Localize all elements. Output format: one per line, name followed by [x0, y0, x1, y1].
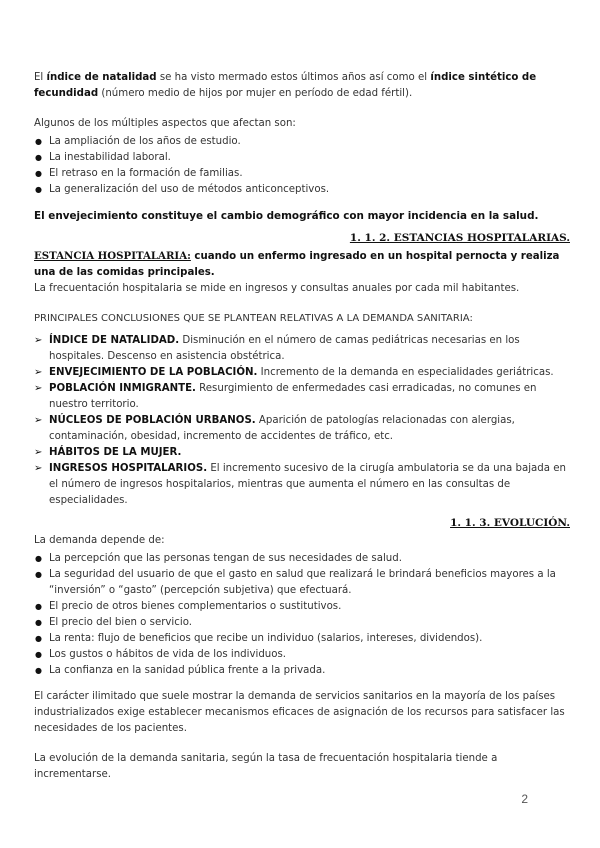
intro-text-3: (número medio de hijos por mujer en período de edad fértil). — [98, 88, 413, 99]
list-item: ● La seguridad del usuario de que el gasto en salud que realizará le brindará beneficios mayores a la “inversión” o “gasto” (percepción subjetiva) que efectuará. — [34, 567, 570, 599]
list-item: ● La generalización del uso de métodos anticonceptivos. — [34, 182, 570, 198]
conclusion-term: INGRESOS HOSPITALARIOS. — [49, 463, 208, 474]
arrow-bullet-icon: ➢ — [34, 383, 43, 394]
term-indice-natalidad: índice de natalidad — [46, 72, 157, 83]
frequency-paragraph: La frecuentación hospitalaria se mide en ingresos y consultas anuales por cada mil habitantes. — [34, 283, 520, 294]
section-heading-estancias: 1. 1. 2. ESTANCIAS HOSPITALARIAS. — [349, 232, 570, 244]
arrow-bullet-icon: ➢ — [34, 447, 43, 458]
intro-text-2: se ha visto mermado estos últimos años así como el — [156, 72, 431, 83]
list-item — [34, 365, 570, 381]
aspects-list — [34, 134, 570, 198]
list-item: ● La inestabilidad laboral. — [34, 150, 570, 166]
definition-term: ESTANCIA HOSPITALARIA: — [34, 250, 191, 262]
definition-estancia — [34, 248, 570, 281]
page-number: 2 — [521, 792, 528, 806]
list-item: ● El precio de otros bienes complementarios o sustitutivos. — [34, 599, 570, 615]
conclusion-text: Aparición de patologías relacionadas con alergias, contaminación, obesidad, incremento de accidentes de tráfico, etc. — [49, 415, 515, 442]
aspects-lead: Algunos de los múltiples aspectos que afectan son: — [34, 118, 296, 129]
conclusion-text: El incremento sucesivo de la cirugía ambulatoria se da una bajada en el número de ingresos hospitalarios, mientras que aumenta el número en las consultas de especialidades. — [49, 463, 566, 506]
conclusion-term: POBLACIÓN INMIGRANTE. — [49, 383, 196, 394]
list-item: ● La renta: flujo de beneficios que recibe un individuo (salarios, intereses, dividendos). — [34, 631, 570, 647]
arrow-bullet-icon: ➢ — [34, 367, 43, 378]
definition-text: cuando un enfermo ingresado en un hospital pernocta y realiza una de las comidas principales. — [34, 251, 560, 278]
section-heading-evolucion: 1. 1. 3. EVOLUCIÓN. — [450, 517, 570, 529]
paragraph-unlimited-demand: El carácter ilimitado que suele mostrar la demanda de servicios sanitarios en la mayoría de los países industrializados exige establecer mecanismos eficaces de asignación de los recursos para satisfacer las necesidades de los pacientes. — [34, 691, 565, 734]
paragraph-demand-evolution: La evolución de la demanda sanitaria, según la tasa de frecuentación hospitalaria tiende a incrementarse. — [34, 753, 498, 780]
aging-statement: El envejecimiento constituye el cambio demográfico con mayor incidencia en la salud. — [34, 210, 539, 222]
list-item — [34, 381, 570, 413]
conclusion-term: NÚCLEOS DE POBLACIÓN URBANOS. — [49, 415, 256, 426]
conclusion-term: ENVEJECIMIENTO DE LA POBLACIÓN. — [49, 367, 258, 378]
arrow-bullet-icon: ➢ — [34, 415, 43, 426]
list-item — [34, 445, 570, 461]
conclusion-term: HÁBITOS DE LA MUJER. — [49, 447, 182, 458]
intro-paragraph — [34, 70, 570, 102]
list-item: ● El retraso en la formación de familias. — [34, 166, 570, 182]
list-item — [34, 333, 570, 365]
list-item: ● El precio del bien o servicio. — [34, 615, 570, 631]
conclusion-text: Disminución en el número de camas pediátricas necesarias en los hospitales. Descenso en asistencia obstétrica. — [49, 335, 520, 362]
demand-factors-list — [34, 551, 570, 679]
arrow-bullet-icon: ➢ — [34, 463, 43, 474]
list-item: ● La percepción que las personas tengan de sus necesidades de salud. — [34, 551, 570, 567]
list-item: ● La ampliación de los años de estudio. — [34, 134, 570, 150]
list-item: ● Los gustos o hábitos de vida de los individuos. — [34, 647, 570, 663]
list-item — [34, 461, 570, 509]
page-content — [34, 70, 570, 783]
conclusions-list — [34, 333, 570, 509]
conclusion-text: Resurgimiento de enfermedades casi erradicadas, no comunes en nuestro territorio. — [49, 383, 537, 410]
term-indice-fecundidad: índice sintético de fecundidad — [34, 72, 537, 99]
list-item — [34, 413, 570, 445]
conclusions-title: PRINCIPALES CONCLUSIONES QUE SE PLANTEAN RELATIVAS A LA DEMANDA SANITARIA: — [34, 313, 473, 324]
demand-lead: La demanda depende de: — [34, 535, 165, 546]
list-item: ● La confianza en la sanidad pública frente a la privada. — [34, 663, 570, 679]
conclusion-text: Incremento de la demanda en especialidades geriátricas. — [257, 367, 554, 378]
conclusion-term: ÍNDICE DE NATALIDAD. — [49, 335, 180, 346]
arrow-bullet-icon: ➢ — [34, 335, 43, 346]
intro-text-1: El — [34, 72, 47, 83]
